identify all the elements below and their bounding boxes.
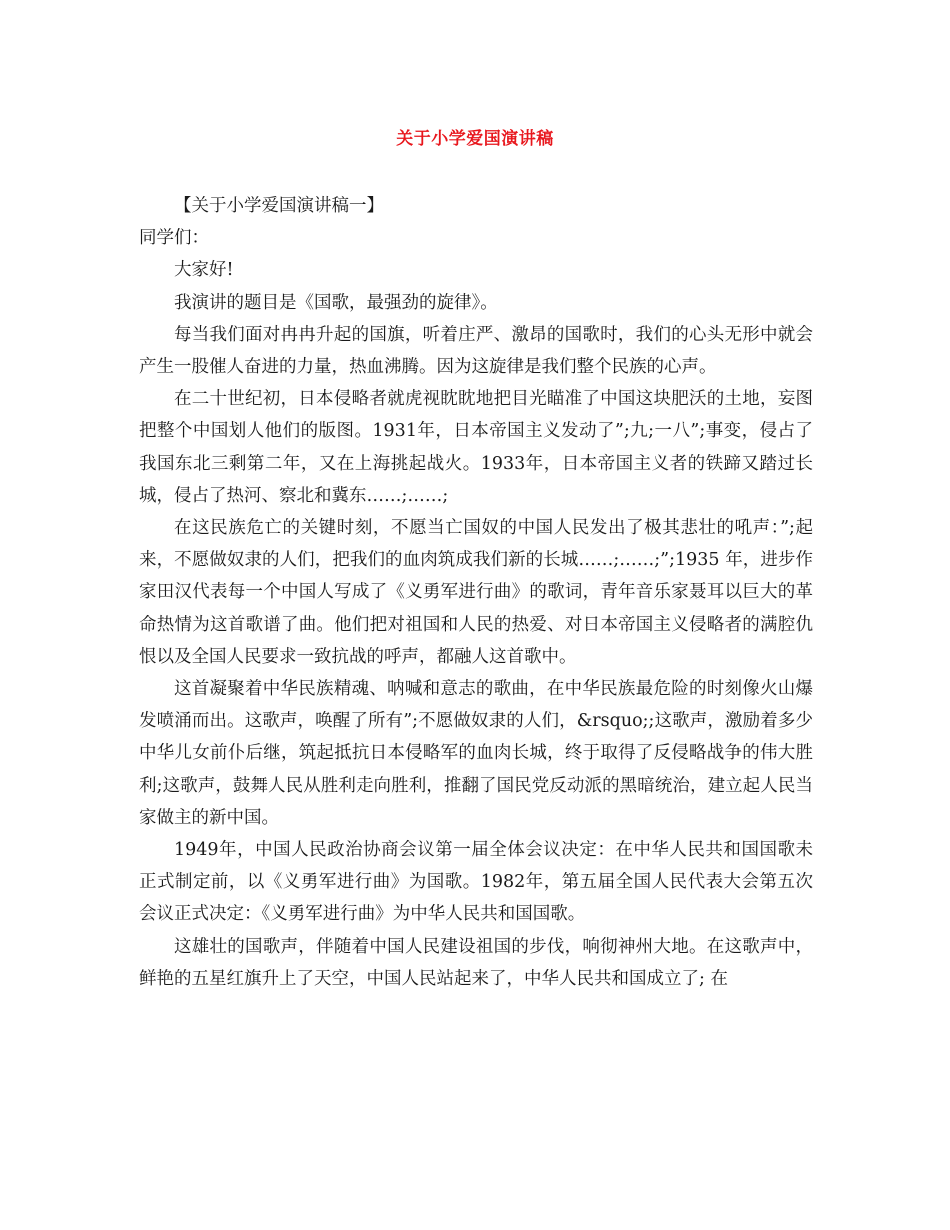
section-heading: 【关于小学爱国演讲稿一】 — [174, 196, 384, 216]
paragraph: 在二十世纪初，日本侵略者就虎视眈眈地把目光瞄准了中国这块肥沃的土地，妄图把整个中国划人他们的版图。1931年，日本帝国主义发动了”;九;一八”;事变，侵占了我国东北三剩第二年，又在上海挑起战火。1933年，日本帝国主义者的铁蹄又踏过长城，侵占了热河、察北和冀东……;……; — [139, 389, 813, 506]
paragraph-topic: 我演讲的题目是《国歌，最强劲的旋律》。 — [174, 292, 498, 313]
paragraph: 这雄壮的国歌声，伴随着中国人民建设祖国的步伐，响彻神州大地。在这歌声中，鲜艳的五星红旗升上了天空，中国人民站起来了，中华人民共和国成立了; 在 — [139, 936, 813, 989]
document-body — [139, 190, 813, 995]
paragraph: 在这民族危亡的关键时刻，不愿当亡国奴的中国人民发出了极其悲壮的吼声：”;起来，不愿做奴隶的人们，把我们的血肉筑成我们新的长城……;……;”;1935 年，进步作家田汉代表每一个中国人写成了《义勇军进行曲》的歌词，青年音乐家聂耳以巨大的革命热情为这首歌谱了曲。他们把对祖国和人民的热爱、对日本帝国主义侵略者的满腔仇恨以及全国人民要求一致抗战的呼声，都融人这首歌中。 — [139, 518, 813, 667]
paragraph: 每当我们面对冉冉升起的国旗，听着庄严、激昂的国歌时，我们的心头无形中就会产生一股催人奋进的力量，热血沸腾。因为这旋律是我们整个民族的心声。 — [139, 324, 813, 378]
salutation: 同学们： — [139, 228, 209, 249]
paragraph-greeting: 大家好! — [174, 260, 234, 281]
paragraph: 这首凝聚着中华民族精魂、呐喊和意志的歌曲，在中华民族最危险的时刻像火山爆发喷涌而出。这歌声，唤醒了所有”;不愿做奴隶的人们，&rsquo;;这歌声，激励着多少中华儿女前仆后继，筑起抵抗日本侵略军的血肉长城，终于取得了反侵略战争的伟大胜利;这歌声，鼓舞人民从胜利走向胜利，推翻了国民党反动派的黑暗统治，建立起人民当家做主的新中国。 — [139, 679, 813, 828]
paragraph: 1949年，中国人民政治协商会议第一届全体会议决定：在中华人民共和国国歌未正式制定前，以《义勇军进行曲》为国歌。1982年，第五届全国人民代表大会第五次会议正式决定：《义勇军进行曲》为中华人民共和国国歌。 — [139, 840, 813, 925]
document-title: 关于小学爱国演讲稿 — [396, 129, 554, 149]
